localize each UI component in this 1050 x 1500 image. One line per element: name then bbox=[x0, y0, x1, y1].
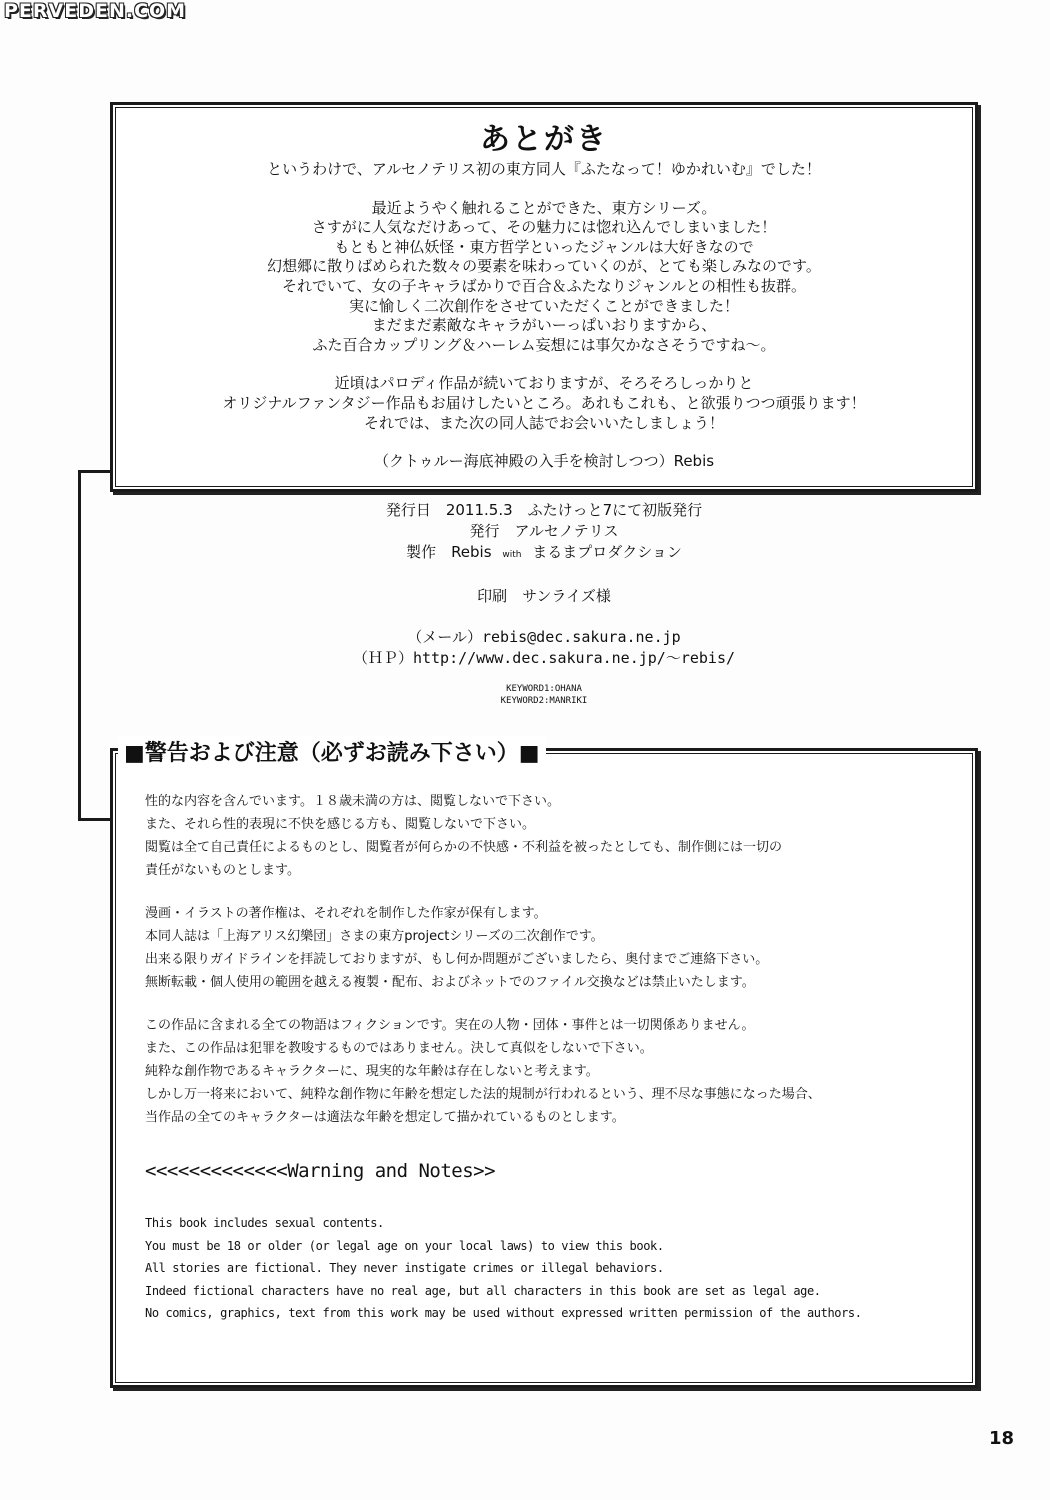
text-line: 漫画・イラストの著作権は、それぞれを制作した作家が保有します。 bbox=[145, 906, 547, 921]
warning-english-title: <<<<<<<<<<<<<Warning and Notes>> bbox=[145, 1160, 496, 1182]
text-line: それでいて、女の子キャラばかりで百合＆ふたなりジャンルとの相性も抜群。 bbox=[281, 276, 807, 295]
production-pre: 製作 Rebis bbox=[406, 543, 492, 561]
production bbox=[110, 542, 978, 566]
text-line: ふた百合カップリング＆ハーレム妄想には事欠かなさそうですね～。 bbox=[312, 335, 776, 354]
text-line bbox=[110, 180, 978, 199]
warning-japanese-text bbox=[145, 790, 821, 1129]
production-with: with bbox=[502, 550, 522, 560]
text-line: 近頃はパロディ作品が続いておりますが、そろそろしっかりと bbox=[334, 374, 754, 393]
text-line: 本同人誌は「上海アリス幻樂団」さまの東方projectシリーズの二次創作です。 bbox=[145, 929, 604, 944]
text-line: 幻想郷に散りばめられた数々の要素を味わっていくのが、とても楽しみなのです。 bbox=[267, 257, 821, 276]
text-line: 出来る限りガイドラインを拝読しておりますが、もし何か問題がございましたら、奥付までご連絡下さい。 bbox=[145, 952, 769, 967]
text-line: もともと神仏妖怪・東方哲学といったジャンルは大好きなので bbox=[334, 237, 754, 256]
text-line: 実に愉しく二次創作をさせていただくことができました！ bbox=[348, 296, 739, 315]
production-post: まるまプロダクション bbox=[532, 543, 682, 561]
text-line: No comics, graphics, text from this work may be used without expressed written permission of the authors. bbox=[145, 1306, 862, 1320]
text-line bbox=[110, 433, 978, 452]
text-line bbox=[110, 355, 978, 374]
text-line: 無断転載・個人使用の範囲を越える複製・配布、およびネットでのファイル交換などは禁止いたします。 bbox=[145, 975, 755, 990]
text-line: 性的な内容を含んでいます。１８歳未満の方は、閲覧しないで下さい。 bbox=[145, 794, 560, 809]
text-line: This book includes sexual contents. bbox=[145, 1216, 384, 1230]
afterword-title: あとがき bbox=[480, 122, 608, 157]
text-line: それでは、また次の同人誌でお会いいたしましょう！ bbox=[363, 413, 724, 432]
publish-date: 発行日 2011.5.3 ふたけっと7にて初版発行 bbox=[385, 501, 703, 519]
text-line: また、それら性的表現に不快を感じる方も、閲覧しないで下さい。 bbox=[145, 817, 536, 832]
warning-english-text bbox=[145, 1212, 862, 1325]
colophon bbox=[110, 500, 978, 707]
text-line: また、この作品は犯罪を教唆するものではありません。決して真似をしないで下さい。 bbox=[145, 1041, 653, 1056]
text-line bbox=[145, 994, 821, 1014]
text-line: 責任がないものとします。 bbox=[145, 863, 300, 878]
text-line: 閲覧は全て自己責任によるものとし、閲覧者が何らかの不快感・不利益を被ったとしても、制作側には一切の bbox=[145, 840, 783, 855]
mail-address: （メール）rebis@dec.sakura.ne.jp bbox=[407, 628, 681, 646]
text-line: 純粋な創作物であるキャラクターに、現実的な年齢は存在しないと考えます。 bbox=[145, 1064, 599, 1079]
text-line bbox=[145, 882, 821, 902]
text-line: 最近ようやく触れることができた、東方シリーズ。 bbox=[371, 198, 717, 217]
warning-title: ■警告および注意（必ずお読み下さい）■ bbox=[118, 736, 546, 767]
homepage-url: （ＨＰ）http://www.dec.sakura.ne.jp/～rebis/ bbox=[352, 649, 736, 667]
text-line: 当作品の全てのキャラクターは適法な年齢を想定して描かれているものとします。 bbox=[145, 1110, 625, 1125]
watermark: PERVEDEN.COM bbox=[4, 0, 187, 22]
text-line: というわけで、アルセノテリス初の東方同人『ふたなって！ゆかれいむ』でした！ bbox=[267, 160, 821, 178]
printing: 印刷 サンライズ様 bbox=[477, 587, 611, 605]
text-line: （クトゥルー海底神殿の入手を検討しつつ）Rebis bbox=[373, 452, 715, 471]
text-line: You must be 18 or older (or legal age on your local laws) to view this book. bbox=[145, 1238, 664, 1253]
text-line: まだまだ素敵なキャラがいーっぱいおりますから、 bbox=[371, 316, 717, 335]
text-line: All stories are fictional. They never instigate crimes or illegal behaviors. bbox=[145, 1261, 664, 1275]
text-line: オリジナルファンタジー作品もお届けしたいところ。あれもこれも、と欲張りつつ頑張ります！ bbox=[222, 393, 866, 412]
text-line: しかし万一将来において、純粋な創作物に年齢を想定した法的規制が行われるという、理不尽な事態になった場合、 bbox=[145, 1087, 821, 1102]
text-line: この作品に含まれる全ての物語はフィクションです。実在の人物・団体・事件とは一切関係ありません。 bbox=[145, 1018, 755, 1033]
page-number: 18 bbox=[988, 1428, 1014, 1449]
text-line: Indeed fictional characters have no real age, but all characters in this book are set as legal age. bbox=[145, 1283, 821, 1298]
text-line: さすがに人気なだけあって、その魅力には惚れ込んでしまいました！ bbox=[311, 218, 777, 237]
afterword-text bbox=[110, 160, 978, 472]
keyword-1: KEYWORD1:OHANA bbox=[506, 684, 582, 694]
publisher: 発行 アルセノテリス bbox=[469, 522, 619, 540]
keyword-2: KEYWORD2:MANRIKI bbox=[500, 696, 588, 706]
